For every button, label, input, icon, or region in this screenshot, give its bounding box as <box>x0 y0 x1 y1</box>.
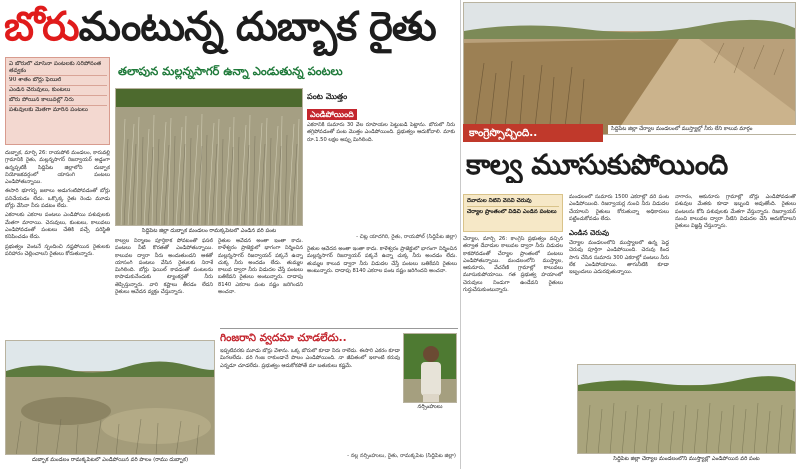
headline-red: బోరు <box>4 4 79 50</box>
highlight-item-2: 90 శాతం బోర్లు ఫెయిల్ <box>9 77 107 86</box>
dry-crop-photo <box>577 364 796 454</box>
paragraph: దుబ్బాక, మార్చి 26: రాయపోల్ మండలం, కారువల్లి గ్రామానికి రైతు, మల్లన్నసాగర్ రిజర్వాయర్ అడ్డంగా ఉన్నప్పటికీ సిద్దిపేట జిల్లాలోని దుబ్బాక నియోజకవర్గంలో యాసంగి పంటలు ఎండిపోతున్నాయి. <box>5 150 110 186</box>
right-highlight-2: చేర్యాల ప్రాంతంలో విడిచి ఎండిన పంటలు <box>467 209 557 215</box>
right-col-mid-top: మండలంలో సుమారు 1500 ఎకరాల్లో వరి పంట ఎండిపోయింది. రిజర్వాయర్ల నుంచి నీరు విడుదల చేయాలని రైతులు కోరుతున్నా అధికారులు పట్టించుకోవడం లేదు. <box>569 194 669 222</box>
subheadline: తలాపున మల్లన్నసాగర్ ఉన్నా ఎండుతున్న పంటలు <box>118 64 343 78</box>
paragraph: ప్రభుత్వం వెంటనే స్పందించి నష్టపోయిన రైతులకు పరిహారం చెల్లించాలని రైతులు కోరుతున్నారు. <box>5 243 110 257</box>
dry-paddy-photo <box>115 88 303 226</box>
highlight-item-4: బోరు పోయిన కాలువల్లో నీరు <box>9 97 107 106</box>
right-mid-column: రైతుల ఆవేదన అంతా ఇంతా కాదు. కాళేశ్వరం ప్రాజెక్టులో భాగంగా నిర్మించిన మల్లన్నసాగర్ రిజర్వాయర్ పక్కనే ఉన్నా చుక్క నీరు అందడం లేదు. తుమ్మల కాలువ ద్వారా నీరు విడుదల చేస్తే పంటలు బతికేవని రైతులు అంటున్నారు. దాదాపు 8140 ఎకరాల పంట నష్టం జరిగిందని అంచనా. <box>218 238 303 296</box>
left-headline <box>4 0 459 54</box>
canal-caption: సిద్దిపేట జిల్లా చేర్యాల మండలంలో ముస్త్యాల్లో నీరు లేని కాలువ మార్గం <box>608 125 796 134</box>
highlights-box <box>5 57 110 145</box>
right-bottom-caption: సిద్దిపేట జిల్లా చేర్యాల మండలంలోని ముస్త్యాల్లో ఎండిపోయిన వరి పంట <box>613 456 760 462</box>
box-byline: - నల్ల నర్సింహులు, రైతు, రామక్కపేట (సిద్దిపేట జిల్లా) <box>347 453 456 459</box>
dateline-column <box>5 150 110 338</box>
highlight-item-5: పశువులకు మేతగా మారిన పంటలు <box>9 107 88 113</box>
sidebar-title: పంట మొత్తం <box>307 92 348 101</box>
headline-dark: మంటున్న దుబ్బాక రైతు <box>78 4 436 50</box>
farmer-caption: నర్సింహులు <box>417 404 443 410</box>
far-right-column: రైతుల ఆవేదన అంతా ఇంతా కాదు. కాళేశ్వరం ప్రాజెక్టులో భాగంగా నిర్మించిన మల్లన్నసాగర్ రిజర్వాయర్ పక్కనే ఉన్నా చుక్క నీరు అందడం లేదు. తుమ్మల కాలువ ద్వారా నీరు విడుదల చేస్తే పంటలు బతికేవని రైతులు అంటున్నారు. దాదాపు 8140 ఎకరాల పంట నష్టం జరిగిందని అంచనా. <box>307 246 457 274</box>
box-story <box>220 328 458 466</box>
paragraph: ఈసారి భూగర్భ జలాలు అడుగంటిపోవడంతో బోర్లు పనిచేయడం లేదు. ఒక్కొక్క రైతు రెండు మూడు బోర్లు వేసినా నీరు పడటం లేదు. <box>5 188 110 210</box>
right-highlight-1: దేవాదుల నీటిని వేసవి చెరువు <box>467 198 559 207</box>
dry-field-photo <box>5 340 215 455</box>
highlight-item-3: ఎండిన చెరువులు, కుంటలు <box>9 87 107 96</box>
sidebar-quote <box>307 92 457 242</box>
page-divider <box>460 0 461 469</box>
sidebar-title-2: ఎండిపోయింది <box>307 109 357 120</box>
photo-main-caption: సిద్దిపేట జిల్లా దుబ్బాక మండలం రామక్కపేటలో ఎండిన వరి పంట <box>141 228 277 234</box>
canal-photo <box>463 2 796 135</box>
box-title: గింజరాని వ్వదమా చూడలేదు.. <box>220 332 347 344</box>
paragraph: ఎకరాలకు ఎకరాల పంటలు ఎండిపోయి పశువులకు మేతగా మారాయి. చెరువులు, కుంటలు, కాలువలు ఎండిపోవడంతో పంటలు చేతికి వచ్చే పరిస్థితి కనిపించడం లేదు. <box>5 212 110 241</box>
sidebar-text: ఎకరానికి సుమారు 30 వేల రూపాయల పెట్టుబడి పెట్టాను. బోరులో నీరు తగ్గిపోవడంతో పంట మొత్తం ఎండిపోయింది. ప్రభుత్వం ఆదుకోవాలి. మాకు రూ.1.50 లక్షల అప్పు మిగిలింది. <box>307 122 455 143</box>
right-col-mid: చేర్యాల మండలంలోని ముస్త్యాలలో ఉన్న పెద్ద చెరువు పూర్తిగా ఎండిపోయింది. చెరువు కింద సాగు చేసిన సుమారు 300 ఎకరాల్లో పంటలు నీరు లేక ఎండిపోయాయి. తాగునీటికి కూడా ఇబ్బందులు ఎదురవుతున్నాయి. <box>569 240 669 276</box>
right-col-right: నాగారం, ఆకునూరు గ్రామాల్లో బోర్లు ఎండిపోవడంతో పశువుల మేతకు కూడా ఇబ్బంది అవుతోంది. రైతులు పంటలను కోసి పశువులకు మేతగా వేస్తున్నారు. రిజర్వాయర్ నుంచి కాలువల ద్వారా నీటిని విడుదల చేసి ఆదుకోవాలని రైతులు విజ్ఞప్తి చేస్తున్నారు. <box>675 194 796 230</box>
farmer-photo <box>403 333 457 403</box>
right-highlights <box>463 194 563 232</box>
highlight-item-1: ఏ బోరులో చూసినా పంటలకు సరిపోనంత తవ్వకం <box>9 61 107 76</box>
box-text: ఇప్పటివరకు మూడు బోర్లు వేశాను. ఒక్క బోరులో కూడా నీరు రాలేదు. ఈసారి ఎకరం కూడా మిగలలేదు. వరి గింజ రాకుండానే పొలం ఎండిపోయింది. నా జీవితంలో ఇలాంటి కరువు ఎన్నడూ చూడలేదు. ప్రభుత్వం ఆదుకోకపోతే మా బతుకులు కష్టమే. <box>220 348 400 369</box>
right-col-mid-sub: ఎండిన చెరువు <box>569 229 609 237</box>
photo-bottom-caption: దుబ్బాక మండలం రామక్కపేటలో ఎండిపోయిన వరి పొలం (రాము దుబ్బాక) <box>31 457 189 463</box>
right-headline: కాల్వ మూసుకుపోయింది <box>466 148 728 181</box>
story-tag: కాంగ్రెస్సొచ్చింది.. <box>463 124 603 142</box>
right-col-left: చేర్యాల, మార్చి 26: కాంగ్రెస్ ప్రభుత్వం వచ్చిన తర్వాత దేవాదుల కాలువల ద్వారా నీరు విడుదల కాకపోవడంతో చేర్యాల ప్రాంతంలో పంటలు ఎండిపోతున్నాయి. మండలంలోని ముస్త్యాల, ఆకునూరు, వేచరేణి గ్రామాల్లో కాలువలు మూసుకుపోయాయి. గత ప్రభుత్వ హయాంలో చెరువులు నిండుగా ఉండేవని రైతులు గుర్తుచేసుకుంటున్నారు. <box>463 236 563 294</box>
sidebar-byline: - చిట్ల యాదగిరి, రైతు, రాయపోల్ (సిద్దిపేట జిల్లా) <box>356 234 457 240</box>
mid-column: కాల్వల నిర్మాణం పూర్తికాక పోవటంతో ఫసల్ పంటలు నీటి కొరతతో ఎండిపోతున్నాయి. కాలువల ద్వారా నీరు అందుతుందని ఆశతో యాసంగి పంటలు వేసిన రైతులకు నిరాశే మిగిలింది. బోర్లు ఫెయిల్ కావడంతో పంటలను కాపాడుకునేందుకు ట్యాంకర్లతో నీరు తెప్పిస్తున్నారు. వారి కష్టాలు తీరడం లేదని రైతులు ఆవేదన వ్యక్తం చేస్తున్నారు. <box>115 238 213 296</box>
highlight-item <box>9 61 107 123</box>
